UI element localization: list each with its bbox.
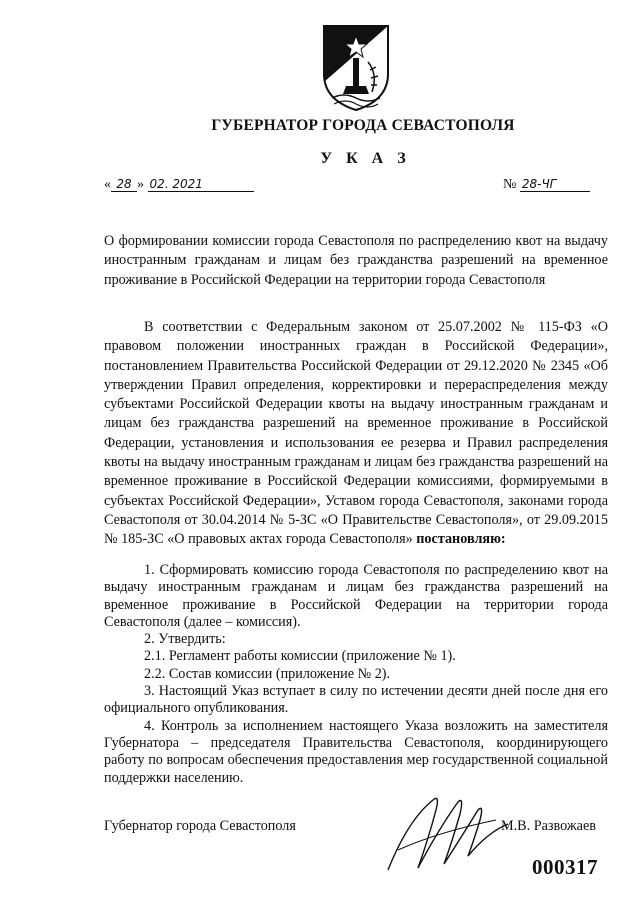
decree-preamble	[104, 318, 608, 550]
decree-subject: О формировании комиссии города Севастополя по распределению квот на выдачу иностранным гражданам и лицам без гражданства разрешений на временное проживание в Российской Федерации на территории города Севастополя	[104, 233, 608, 288]
document-type: У К А З	[320, 150, 411, 167]
point-1: 1. Сформировать комиссию города Севастополя по распределению квот на выдачу иностранным гражданам и лицам без гражданства разрешений на временное проживание в Российской Федерации на территории города Севастополя (далее – комиссия).	[104, 562, 608, 630]
sevastopol-coat-of-arms-icon	[316, 22, 396, 112]
point-2-1: 2.1. Регламент работы комиссии (приложение № 1).	[144, 648, 456, 665]
point-3: 3. Настоящий Указ вступает в силу по истечении десяти дней после дня его официального опубликования.	[104, 683, 608, 717]
point-4: 4. Контроль за исполнением настоящего Указа возложить на заместителя Губернатора – председателя Правительства Севастополя, координирующего работу по вопросам обеспечения предоставления мер государственной социальной поддержки населению.	[104, 717, 608, 786]
decree-points	[104, 562, 608, 787]
decree-number	[503, 177, 590, 193]
date-open-quote: «	[104, 177, 111, 192]
registration-stamp-number: 000317	[532, 855, 598, 879]
date-day: 28	[111, 177, 137, 192]
signatory-name: М.В. Развожаев	[501, 818, 596, 834]
date-close-quote: »	[137, 177, 144, 192]
signatory-position: Губернатор города Севастополя	[104, 818, 296, 834]
handwritten-signature	[378, 780, 518, 880]
point-2: 2. Утвердить:	[144, 631, 226, 648]
decree-date	[104, 177, 254, 193]
issuer-title: ГУБЕРНАТОР ГОРОДА СЕВАСТОПОЛЯ	[211, 117, 515, 134]
decree-word: постановляю:	[416, 531, 506, 548]
point-2-2: 2.2. Состав комиссии (приложение № 2).	[144, 665, 391, 682]
number-label: №	[503, 177, 517, 192]
preamble-text: В соответствии с Федеральным законом от 25.07.2002 № 115-ФЗ «О правовом положении иностранных граждан в Российской Федерации», постановлением Правительства Российской Федерации от 29.12.2020 № 2345 «Об утверждении Правил определения, корректировки и перераспределения между субъектами Российской Федерации квоты на выдачу иностранным гражданам и лицам без гражданства разрешений на временное проживание в Российской Федерации, установления и использования ее резерва и Правил распределения квоты на выдачу иностранным гражданам и лицам без гражданства разрешений на временное проживание в Российской Федерации комиссиями, формируемыми в субъектах Российской Федерации», Уставом города Севастополя, законами города Севастополя от 30.04.2014 № 5-ЗС «О Правительстве Севастополя», от 29.09.2015 № 185-ЗС «О правовых актах города Севастополя»	[104, 319, 608, 548]
date-month-year: 02. 2021	[148, 177, 254, 192]
number-value: 28-ЧГ	[520, 177, 590, 192]
